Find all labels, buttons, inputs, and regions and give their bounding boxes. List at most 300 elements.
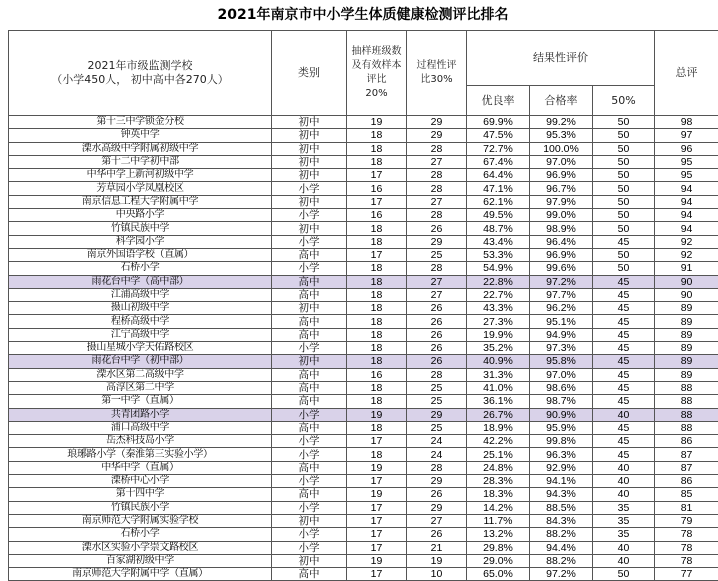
excellent-rate: 64.4% — [467, 169, 530, 182]
pass-rate: 99.8% — [530, 435, 593, 448]
sample-score: 17 — [347, 195, 407, 208]
table-row — [9, 116, 718, 129]
table-row — [9, 169, 718, 182]
process-score: 28 — [407, 461, 467, 474]
category: 初中 — [272, 129, 347, 142]
sample-score: 17 — [347, 568, 407, 581]
header-process-line1: 过程性评 — [407, 59, 466, 73]
process-score: 26 — [407, 302, 467, 315]
excellent-rate: 22.8% — [467, 275, 530, 288]
sample-score: 17 — [347, 435, 407, 448]
pass-rate: 96.7% — [530, 182, 593, 195]
result-score: 50 — [593, 195, 655, 208]
total-score: 89 — [655, 342, 718, 355]
process-score: 27 — [407, 514, 467, 527]
process-score: 26 — [407, 355, 467, 368]
excellent-rate: 67.4% — [467, 155, 530, 168]
category: 高中 — [272, 421, 347, 434]
excellent-rate: 18.3% — [467, 488, 530, 501]
result-score: 50 — [593, 262, 655, 275]
category: 小学 — [272, 435, 347, 448]
ranking-body — [9, 116, 718, 581]
pass-rate: 99.0% — [530, 209, 593, 222]
result-score: 50 — [593, 169, 655, 182]
excellent-rate: 13.2% — [467, 528, 530, 541]
excellent-rate: 18.9% — [467, 421, 530, 434]
school-name: 第十四中学 — [9, 488, 272, 501]
sample-score: 18 — [347, 421, 407, 434]
table-row — [9, 315, 718, 328]
process-score: 29 — [407, 408, 467, 421]
category: 小学 — [272, 262, 347, 275]
excellent-rate: 43.3% — [467, 302, 530, 315]
school-name: 南京师范大学附属实验学校 — [9, 514, 272, 527]
table-row — [9, 514, 718, 527]
category: 高中 — [272, 488, 347, 501]
school-name: 溧水区第二高级中学 — [9, 368, 272, 381]
sample-score: 18 — [347, 235, 407, 248]
result-score: 45 — [593, 448, 655, 461]
excellent-rate: 47.5% — [467, 129, 530, 142]
table-row — [9, 209, 718, 222]
pass-rate: 90.9% — [530, 408, 593, 421]
school-name: 南京信息工程大学附属中学 — [9, 195, 272, 208]
result-score: 35 — [593, 501, 655, 514]
table-row — [9, 328, 718, 341]
excellent-rate: 11.7% — [467, 514, 530, 527]
pass-rate: 99.2% — [530, 116, 593, 129]
table-row — [9, 395, 718, 408]
total-score: 97 — [655, 129, 718, 142]
process-score: 27 — [407, 288, 467, 301]
table-row — [9, 262, 718, 275]
sample-score: 18 — [347, 222, 407, 235]
header-category: 类别 — [272, 31, 347, 116]
sample-score: 18 — [347, 129, 407, 142]
process-score: 28 — [407, 209, 467, 222]
process-score: 27 — [407, 155, 467, 168]
school-name: 溧水高级中学附属初级中学 — [9, 142, 272, 155]
school-name: 摄山初级中学 — [9, 302, 272, 315]
category: 高中 — [272, 288, 347, 301]
total-score: 86 — [655, 435, 718, 448]
school-name: 石桥小学 — [9, 528, 272, 541]
school-name: 竹镇民族小学 — [9, 501, 272, 514]
header-result-pct: 50% — [593, 86, 655, 116]
result-score: 35 — [593, 514, 655, 527]
category: 高中 — [272, 368, 347, 381]
excellent-rate: 14.2% — [467, 501, 530, 514]
sample-score: 18 — [347, 262, 407, 275]
excellent-rate: 24.8% — [467, 461, 530, 474]
total-score: 85 — [655, 488, 718, 501]
category: 高中 — [272, 328, 347, 341]
sample-score: 17 — [347, 248, 407, 261]
table-row — [9, 248, 718, 261]
header-process — [407, 31, 467, 116]
process-score: 10 — [407, 568, 467, 581]
category: 初中 — [272, 155, 347, 168]
school-name: 雨花台中学（高中部） — [9, 275, 272, 288]
result-score: 50 — [593, 568, 655, 581]
category: 小学 — [272, 448, 347, 461]
excellent-rate: 36.1% — [467, 395, 530, 408]
school-name: 芳草园小学凤凰校区 — [9, 182, 272, 195]
school-name: 石桥小学 — [9, 262, 272, 275]
result-score: 45 — [593, 421, 655, 434]
total-score: 78 — [655, 541, 718, 554]
result-score: 50 — [593, 116, 655, 129]
category: 初中 — [272, 302, 347, 315]
excellent-rate: 26.7% — [467, 408, 530, 421]
result-score: 40 — [593, 554, 655, 567]
school-name: 中华中学（直属） — [9, 461, 272, 474]
process-score: 26 — [407, 328, 467, 341]
excellent-rate: 42.2% — [467, 435, 530, 448]
table-row — [9, 435, 718, 448]
category: 初中 — [272, 514, 347, 527]
pass-rate: 97.2% — [530, 275, 593, 288]
excellent-rate: 54.9% — [467, 262, 530, 275]
total-score: 90 — [655, 288, 718, 301]
excellent-rate: 47.1% — [467, 182, 530, 195]
total-score: 87 — [655, 448, 718, 461]
pass-rate: 88.2% — [530, 554, 593, 567]
header-result: 结果性评价 — [467, 31, 655, 86]
category: 小学 — [272, 528, 347, 541]
sample-score: 17 — [347, 475, 407, 488]
category: 小学 — [272, 235, 347, 248]
result-score: 45 — [593, 302, 655, 315]
excellent-rate: 28.3% — [467, 475, 530, 488]
excellent-rate: 40.9% — [467, 355, 530, 368]
school-name: 程桥高级中学 — [9, 315, 272, 328]
excellent-rate: 43.4% — [467, 235, 530, 248]
result-score: 40 — [593, 475, 655, 488]
result-score: 45 — [593, 235, 655, 248]
category: 高中 — [272, 568, 347, 581]
total-score: 77 — [655, 568, 718, 581]
total-score: 89 — [655, 368, 718, 381]
total-score: 95 — [655, 155, 718, 168]
category: 高中 — [272, 248, 347, 261]
table-row — [9, 448, 718, 461]
pass-rate: 92.9% — [530, 461, 593, 474]
excellent-rate: 25.1% — [467, 448, 530, 461]
school-name: 江浦高级中学 — [9, 288, 272, 301]
pass-rate: 95.3% — [530, 129, 593, 142]
sample-score: 18 — [347, 355, 407, 368]
table-row — [9, 288, 718, 301]
category: 小学 — [272, 209, 347, 222]
table-row — [9, 501, 718, 514]
category: 初中 — [272, 355, 347, 368]
table-row — [9, 368, 718, 381]
excellent-rate: 31.3% — [467, 368, 530, 381]
sample-score: 18 — [347, 142, 407, 155]
sample-score: 17 — [347, 541, 407, 554]
process-score: 27 — [407, 195, 467, 208]
school-name: 高淳区第二中学 — [9, 381, 272, 394]
sample-score: 18 — [347, 275, 407, 288]
header-process-line2: 比30% — [407, 73, 466, 87]
excellent-rate: 69.9% — [467, 116, 530, 129]
result-score: 40 — [593, 541, 655, 554]
category: 初中 — [272, 195, 347, 208]
process-score: 26 — [407, 315, 467, 328]
process-score: 29 — [407, 116, 467, 129]
table-row — [9, 554, 718, 567]
table-row — [9, 182, 718, 195]
sample-score: 19 — [347, 488, 407, 501]
table-row — [9, 475, 718, 488]
excellent-rate: 22.7% — [467, 288, 530, 301]
header-sample-line1: 抽样班级数及有效样本评比 — [347, 45, 406, 87]
category: 初中 — [272, 222, 347, 235]
process-score: 21 — [407, 541, 467, 554]
sample-score: 16 — [347, 182, 407, 195]
pass-rate: 88.2% — [530, 528, 593, 541]
process-score: 29 — [407, 501, 467, 514]
excellent-rate: 29.8% — [467, 541, 530, 554]
sample-score: 18 — [347, 328, 407, 341]
school-name: 雨花台中学（初中部） — [9, 355, 272, 368]
total-score: 95 — [655, 169, 718, 182]
total-score: 89 — [655, 302, 718, 315]
total-score: 86 — [655, 475, 718, 488]
pass-rate: 94.9% — [530, 328, 593, 341]
pass-rate: 96.9% — [530, 169, 593, 182]
total-score: 94 — [655, 195, 718, 208]
school-name: 钟英中学 — [9, 129, 272, 142]
result-score: 50 — [593, 222, 655, 235]
table-row — [9, 421, 718, 434]
process-score: 24 — [407, 435, 467, 448]
total-score: 81 — [655, 501, 718, 514]
pass-rate: 96.2% — [530, 302, 593, 315]
pass-rate: 96.4% — [530, 235, 593, 248]
header-sample — [347, 31, 407, 116]
result-score: 45 — [593, 355, 655, 368]
process-score: 28 — [407, 182, 467, 195]
school-name: 琅琊路小学（秦淮第三实验小学） — [9, 448, 272, 461]
school-name: 溧水区实验小学崇文路校区 — [9, 541, 272, 554]
table-row — [9, 355, 718, 368]
school-name: 浦口高级中学 — [9, 421, 272, 434]
header-total: 总评 — [655, 31, 718, 116]
pass-rate: 95.8% — [530, 355, 593, 368]
school-name: 摄山星城小学天佑路校区 — [9, 342, 272, 355]
header-excellent: 优良率 — [467, 86, 530, 116]
school-name: 百家湖初级中学 — [9, 554, 272, 567]
total-score: 78 — [655, 528, 718, 541]
category: 初中 — [272, 554, 347, 567]
header-pass: 合格率 — [530, 86, 593, 116]
total-score: 94 — [655, 182, 718, 195]
pass-rate: 96.3% — [530, 448, 593, 461]
category: 高中 — [272, 381, 347, 394]
sample-score: 16 — [347, 368, 407, 381]
total-score: 88 — [655, 381, 718, 394]
process-score: 24 — [407, 448, 467, 461]
page-title: 2021年南京市中小学生体质健康检测评比排名 — [8, 0, 718, 30]
excellent-rate: 29.0% — [467, 554, 530, 567]
excellent-rate: 72.7% — [467, 142, 530, 155]
table-row — [9, 381, 718, 394]
header-school-line1: 2021年市级监测学校 — [9, 59, 271, 73]
result-score: 50 — [593, 209, 655, 222]
category: 小学 — [272, 541, 347, 554]
process-score: 19 — [407, 554, 467, 567]
table-row — [9, 541, 718, 554]
pass-rate: 100.0% — [530, 142, 593, 155]
process-score: 28 — [407, 262, 467, 275]
header-school — [9, 31, 272, 116]
sample-score: 18 — [347, 302, 407, 315]
pass-rate: 84.3% — [530, 514, 593, 527]
excellent-rate: 41.0% — [467, 381, 530, 394]
category: 初中 — [272, 169, 347, 182]
school-name: 中央路小学 — [9, 209, 272, 222]
category: 高中 — [272, 275, 347, 288]
result-score: 45 — [593, 315, 655, 328]
school-name: 岳杰科技岛小学 — [9, 435, 272, 448]
result-score: 50 — [593, 182, 655, 195]
process-score: 28 — [407, 142, 467, 155]
total-score: 88 — [655, 395, 718, 408]
table-row — [9, 302, 718, 315]
category: 初中 — [272, 142, 347, 155]
table-row — [9, 408, 718, 421]
table-row — [9, 488, 718, 501]
pass-rate: 97.7% — [530, 288, 593, 301]
pass-rate: 97.0% — [530, 155, 593, 168]
sample-score: 17 — [347, 169, 407, 182]
school-name: 南京师范大学附属中学（直属） — [9, 568, 272, 581]
school-name: 中华中学上新河初级中学 — [9, 169, 272, 182]
table-row — [9, 275, 718, 288]
process-score: 28 — [407, 368, 467, 381]
process-score: 25 — [407, 421, 467, 434]
total-score: 94 — [655, 222, 718, 235]
process-score: 29 — [407, 235, 467, 248]
header-school-line2: （小学450人， 初中高中各270人） — [9, 73, 271, 87]
sample-score: 18 — [347, 288, 407, 301]
category: 小学 — [272, 475, 347, 488]
sample-score: 17 — [347, 514, 407, 527]
category: 小学 — [272, 501, 347, 514]
result-score: 45 — [593, 435, 655, 448]
result-score: 50 — [593, 129, 655, 142]
result-score: 50 — [593, 142, 655, 155]
total-score: 79 — [655, 514, 718, 527]
sample-score: 19 — [347, 116, 407, 129]
total-score: 92 — [655, 248, 718, 261]
total-score: 88 — [655, 408, 718, 421]
result-score: 40 — [593, 461, 655, 474]
table-row — [9, 235, 718, 248]
total-score: 89 — [655, 315, 718, 328]
sample-score: 17 — [347, 501, 407, 514]
school-name: 竹镇民族中学 — [9, 222, 272, 235]
total-score: 92 — [655, 235, 718, 248]
pass-rate: 94.4% — [530, 541, 593, 554]
category: 高中 — [272, 395, 347, 408]
total-score: 91 — [655, 262, 718, 275]
category: 高中 — [272, 315, 347, 328]
pass-rate: 98.7% — [530, 395, 593, 408]
category: 小学 — [272, 408, 347, 421]
result-score: 45 — [593, 342, 655, 355]
process-score: 29 — [407, 129, 467, 142]
result-score: 35 — [593, 528, 655, 541]
category: 初中 — [272, 116, 347, 129]
table-row — [9, 142, 718, 155]
school-name: 第一中学（直属） — [9, 395, 272, 408]
sample-score: 18 — [347, 315, 407, 328]
excellent-rate: 53.3% — [467, 248, 530, 261]
excellent-rate: 62.1% — [467, 195, 530, 208]
pass-rate: 98.9% — [530, 222, 593, 235]
school-name: 溧桥中心小学 — [9, 475, 272, 488]
result-score: 40 — [593, 408, 655, 421]
pass-rate: 94.1% — [530, 475, 593, 488]
result-score: 50 — [593, 155, 655, 168]
sample-score: 17 — [347, 528, 407, 541]
pass-rate: 97.9% — [530, 195, 593, 208]
result-score: 45 — [593, 275, 655, 288]
result-score: 45 — [593, 288, 655, 301]
process-score: 28 — [407, 169, 467, 182]
pass-rate: 94.3% — [530, 488, 593, 501]
table-row — [9, 568, 718, 581]
process-score: 26 — [407, 342, 467, 355]
excellent-rate: 49.5% — [467, 209, 530, 222]
pass-rate: 96.9% — [530, 248, 593, 261]
total-score: 89 — [655, 328, 718, 341]
pass-rate: 99.6% — [530, 262, 593, 275]
sample-score: 16 — [347, 209, 407, 222]
school-name: 共青团路小学 — [9, 408, 272, 421]
result-score: 45 — [593, 328, 655, 341]
process-score: 26 — [407, 222, 467, 235]
category: 高中 — [272, 461, 347, 474]
table-row — [9, 155, 718, 168]
school-name: 科学园小学 — [9, 235, 272, 248]
process-score: 29 — [407, 475, 467, 488]
pass-rate: 95.9% — [530, 421, 593, 434]
table-row — [9, 195, 718, 208]
pass-rate: 97.2% — [530, 568, 593, 581]
excellent-rate: 48.7% — [467, 222, 530, 235]
excellent-rate: 65.0% — [467, 568, 530, 581]
process-score: 27 — [407, 275, 467, 288]
pass-rate: 88.5% — [530, 501, 593, 514]
excellent-rate: 35.2% — [467, 342, 530, 355]
table-row — [9, 129, 718, 142]
school-name: 南京外国语学校（直属） — [9, 248, 272, 261]
pass-rate: 97.3% — [530, 342, 593, 355]
process-score: 25 — [407, 381, 467, 394]
school-name: 第十三中学锁金分校 — [9, 116, 272, 129]
sample-score: 18 — [347, 342, 407, 355]
excellent-rate: 27.3% — [467, 315, 530, 328]
category: 小学 — [272, 342, 347, 355]
ranking-table — [8, 30, 718, 581]
result-score: 45 — [593, 395, 655, 408]
excellent-rate: 19.9% — [467, 328, 530, 341]
category: 小学 — [272, 182, 347, 195]
